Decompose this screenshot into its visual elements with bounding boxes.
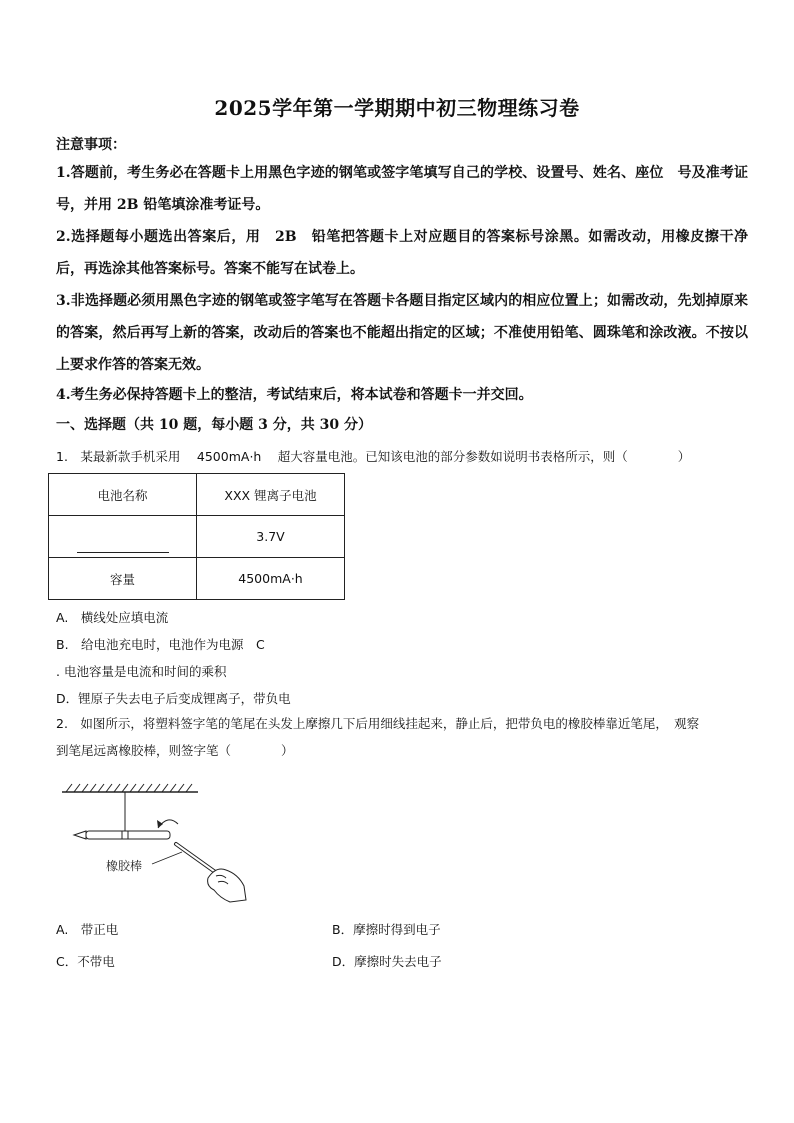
section-heading: 一、选择题（共 10 题，每小题 3 分，共 30 分）: [56, 417, 372, 433]
q1-option-a: A. 横线处应填电流: [56, 610, 169, 625]
pen-and-rod-figure: [58, 782, 258, 911]
note-item-4: 4.考生务必保持答题卡上的整洁，考试结束后，将本试卷和答题卡一并交回。: [56, 387, 533, 403]
q1-option-d: D．锂原子失去电子后变成锂离子，带负电: [56, 691, 291, 706]
rubber-rod-label: 橡胶棒: [106, 859, 143, 873]
hand-icon: [208, 869, 246, 902]
ceiling-hatch: [66, 784, 192, 792]
question-1-stem: 1. 某最新款手机采用 4500mA·h 超大容量电池。已知该电池的部分参数如说明书表格所示，则（ ）: [56, 449, 691, 464]
table-cell: 容量: [49, 558, 197, 600]
table-cell-blank: [49, 516, 197, 558]
q1-option-c: . 电池容量是电流和时间的乘积: [56, 664, 227, 679]
note-item-1: 1.答题前，考生务必在答题卡上用黑色字迹的钢笔或签字笔填写自己的学校、设置号、姓名、座位 号及准考证号，并用 2B 铅笔填涂准考证号。: [56, 165, 748, 213]
exam-title: 2025学年第一学期期中初三物理练习卷: [214, 96, 580, 120]
question-2-stem-line1: 2. 如图所示，将塑料签字笔的笔尾在头发上摩擦几下后用细线挂起来，静止后，把带负电的橡胶棒靠近笔尾， 观察: [56, 716, 700, 731]
note-item-3: 3.非选择题必须用黑色字迹的钢笔或签字笔写在答题卡各题目指定区域内的相应位置上；如需改动，先划掉原来的答案，然后再写上新的答案，改动后的答案也不能超出指定的区域；不准使用铅笔、圆珠笔和涂改液。不按以上要求作答的答案无效。: [56, 293, 748, 373]
table-cell: 电池名称: [49, 474, 197, 516]
q1-option-b: B. 给电池充电时，电池作为电源 C: [56, 637, 265, 652]
table-cell: 4500mA·h: [197, 558, 345, 600]
fill-in-blank-line: [77, 552, 169, 553]
arrow-head: [157, 820, 163, 828]
pen-icon: [74, 831, 170, 839]
note-item-2: 2.选择题每小题选出答案后，用 2B 铅笔把答题卡上对应题目的答案标号涂黑。如需改动，用橡皮擦干净后，再选涂其他答案标号。答案不能写在试卷上。: [56, 229, 748, 277]
table-row: [49, 474, 345, 516]
q2-option-b: B．摩擦时得到电子: [332, 922, 441, 937]
table-cell: 3.7V: [197, 516, 345, 558]
battery-parameter-table: [48, 473, 345, 600]
table-cell: XXX 锂离子电池: [197, 474, 345, 516]
q2-option-d: D．摩擦时失去电子: [332, 954, 442, 969]
q2-option-a: A. 带正电: [56, 922, 119, 937]
label-leader-line: [152, 852, 182, 864]
question-2-stem-line2: 到笔尾远离橡胶棒，则签字笔（ ）: [56, 743, 294, 758]
q2-option-c: C．不带电: [56, 954, 115, 969]
notes-heading: 注意事项：: [56, 137, 126, 153]
physics-diagram: [58, 782, 258, 907]
table-row: [49, 558, 345, 600]
table-row: [49, 516, 345, 558]
